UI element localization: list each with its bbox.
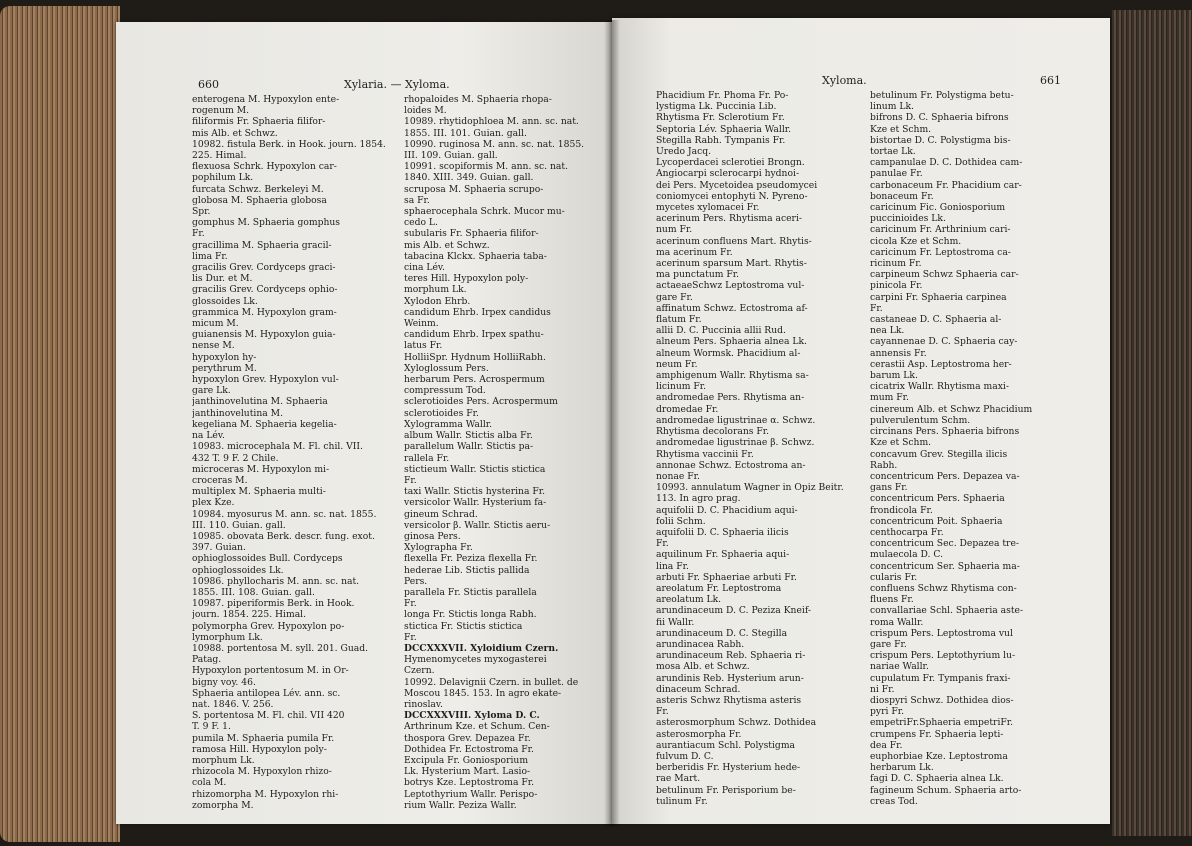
text-line: arundinacea Rabh. (656, 638, 745, 650)
text-line: mis Alb. et Schwz. (404, 239, 490, 251)
page-number-right: 661 (1040, 74, 1061, 87)
text-line: linum Lk. (870, 101, 914, 113)
text-line: zomorpha M. (192, 799, 254, 811)
text-line: dea Fr. (870, 739, 903, 751)
text-line: pulverulentum Schm. (870, 414, 971, 426)
text-line: Xylogramma Wallr. (404, 418, 493, 430)
text-line: 10993. annulatum Wagner in Opiz Beitr. (656, 482, 844, 494)
text-line: cerastii Asp. Leptostroma her- (870, 358, 1012, 370)
text-line: berberidis Fr. Hysterium hede- (656, 762, 801, 774)
text-line: Uredo Jacq. (656, 146, 712, 158)
text-line: Weinm. (404, 318, 439, 330)
text-line: 10990. ruginosa M. ann. sc. nat. 1855. (404, 138, 585, 150)
text-line: caricinum Fr. Arthrinium cari- (870, 224, 1011, 236)
text-line: glossoides Lk. (192, 295, 258, 307)
text-line: coniomycei entophyti N. Pyreno- (656, 190, 808, 202)
text-line: Excipula Fr. Goniosporium (404, 754, 529, 766)
text-line: compressum Tod. (404, 385, 486, 397)
text-line: grammica M. Hypoxylon gram- (192, 306, 337, 318)
text-line: gineum Schrad. (404, 508, 478, 520)
text-line: ramosa Hill. Hypoxylon poly- (192, 743, 327, 755)
text-line: morphum Lk. (192, 754, 255, 766)
text-line: lina Fr. (656, 560, 689, 572)
text-line: S. portentosa M. Fl. chil. VII 420 (192, 710, 345, 722)
text-line: flexuosa Schrk. Hypoxylon car- (192, 161, 337, 173)
text-line: album Wallr. Stictis alba Fr. (404, 430, 533, 442)
text-line: cicatrix Wallr. Rhytisma maxi- (870, 381, 1009, 393)
text-line: DCCXXXVII. Xyloidium Czern. (404, 642, 559, 654)
text-line: dinaceum Schrad. (656, 683, 741, 695)
text-line: Leptothyrium Wallr. Perispo- (404, 788, 538, 800)
text-line: ma acerinum Fr. (656, 246, 733, 258)
text-line: carpineum Schwz Sphaeria car- (870, 269, 1019, 281)
text-line: centhocarpa Fr. (870, 526, 944, 538)
text-line: arbuti Fr. Sphaeriae arbuti Fr. (656, 571, 797, 583)
text-line: roma Wallr. (870, 616, 924, 628)
text-line: rhizomorpha M. Hypoxylon rhi- (192, 788, 339, 800)
text-line: Kze et Schm. (870, 437, 932, 449)
text-line: micum M. (192, 318, 239, 330)
text-line: Angiocarpi sclerocarpi hydnoi- (656, 168, 800, 180)
text-line: Fr. (192, 228, 205, 240)
text-line: arundinis Reb. Hysterium arun- (656, 672, 804, 684)
text-line: T. 9 F. 1. (192, 721, 231, 733)
text-line: mum Fr. (870, 392, 909, 404)
text-line: campanulae D. C. Dothidea cam- (870, 157, 1023, 169)
text-line: alneum Wormsk. Phacidium al- (656, 347, 801, 359)
text-line: plex Kze. (192, 497, 235, 509)
text-line: cicola Kze et Schm. (870, 235, 962, 247)
text-line: 10985. obovata Berk. descr. fung. exot. (192, 530, 375, 542)
text-line: concentricum Pers. Sphaeria (870, 493, 1005, 505)
text-line: creas Tod. (870, 795, 918, 807)
text-line: gans Fr. (870, 482, 908, 494)
text-line: cinereum Alb. et Schwz Phacidium (870, 403, 1033, 415)
text-line: 10991. scopiformis M. ann. sc. nat. (404, 161, 568, 173)
text-line: Xylographa Fr. (404, 542, 473, 554)
text-line: ophioglossoides Lk. (192, 564, 284, 576)
text-line: annonae Schwz. Ectostroma an- (656, 459, 806, 471)
text-line: amphigenum Wallr. Rhytisma sa- (656, 370, 809, 382)
text-line: rogenum M. (192, 105, 250, 117)
text-line: aurantiacum Schl. Polystigma (656, 739, 796, 751)
text-line: 10984. myosurus M. ann. sc. nat. 1855. (192, 508, 377, 520)
text-line: 10988. portentosa M. syll. 201. Guad. (192, 642, 369, 654)
text-line: 10987. piperiformis Berk. in Hook. (192, 598, 355, 610)
text-line: 113. In agro prag. (656, 493, 741, 505)
text-line: Phacidium Fr. Phoma Fr. Po- (656, 90, 789, 101)
text-line: furcata Schwz. Berkeleyi M. (192, 183, 324, 195)
text-line: rhopaloides M. Sphaeria rhopa- (404, 94, 552, 105)
text-line: polymorpha Grev. Hypoxylon po- (192, 620, 345, 632)
text-line: 1855. III. 101. Guian. gall. (404, 127, 527, 139)
text-line: Rabh. (870, 459, 898, 471)
text-line: Hypoxylon portentosum M. in Or- (192, 665, 349, 677)
text-line: versicolor Wallr. Hysterium fa- (404, 497, 547, 509)
text-line: HolliiSpr. Hydnum HolliiRabh. (404, 351, 546, 363)
text-line: caricinum Fr. Leptostroma ca- (870, 246, 1011, 258)
text-line: betulinum Fr. Perisporium be- (656, 784, 796, 796)
text-line: pyri Fr. (870, 706, 904, 718)
text-line: ophioglossoides Bull. Cordyceps (192, 553, 343, 565)
text-line: DCCXXXVIII. Xyloma D. C. (404, 710, 540, 722)
text-line: gare Fr. (870, 638, 907, 650)
text-line: longa Fr. Stictis longa Rabh. (404, 609, 537, 621)
text-line: 397. Guian. (192, 542, 246, 554)
text-line: flatum Fr. (656, 314, 702, 326)
text-line: mis Alb. et Schwz. (192, 127, 278, 139)
text-line: fagi D. C. Sphaeria alnea Lk. (870, 773, 1004, 785)
text-line: gracilis Grev. Cordyceps graci- (192, 262, 336, 274)
running-head-left: Xylaria. — Xyloma. (344, 78, 450, 91)
text-line: mulaecola D. C. (870, 549, 943, 561)
text-line: 10989. rhytidophloea M. ann. sc. nat. (404, 116, 579, 128)
text-line: janthinovelutina M. Sphaeria (192, 396, 328, 408)
text-line: III. 109. Guian. gall. (404, 150, 498, 162)
text-line: dromedae Fr. (656, 403, 719, 415)
text-line: 10982. fistula Berk. in Hook. journ. 1854. (192, 138, 386, 150)
text-line: areolatum Fr. Leptostroma (656, 582, 782, 594)
text-line: neum Fr. (656, 358, 698, 370)
text-line: sclerotioides Pers. Acrospermum (404, 396, 558, 408)
text-line: nea Lk. (870, 325, 905, 337)
text-line: aquilinum Fr. Sphaeria aqui- (656, 549, 790, 561)
text-line: botrys Kze. Leptostroma Fr. (404, 777, 535, 789)
text-line: caricinum Fic. Goniosporium (870, 202, 1006, 214)
text-line: Xylodon Ehrb. (404, 295, 471, 307)
text-line: microceras M. Hypoxylon mi- (192, 463, 330, 475)
right-column-1 (656, 90, 856, 807)
text-line: aquifolii D. C. Sphaeria ilicis (656, 526, 789, 538)
text-line: 10986. phyllocharis M. ann. sc. nat. (192, 575, 360, 587)
text-line: herbarum Lk. (870, 762, 934, 774)
text-line: cularis Fr. (870, 571, 918, 583)
text-line: Pers. (404, 575, 428, 587)
left-column-2 (404, 94, 604, 811)
text-line: empetriFr.Sphaeria empetriFr. (870, 717, 1014, 729)
text-line: crispum Pers. Leptothyrium lu- (870, 650, 1016, 662)
text-line: hypoxylon Grev. Hypoxylon vul- (192, 374, 339, 386)
text-line: Fr. (870, 302, 883, 314)
text-line: tulinum Fr. (656, 795, 708, 807)
text-line: concentricum Ser. Sphaeria ma- (870, 560, 1020, 572)
text-line: frondicola Fr. (870, 504, 933, 516)
text-line: carpini Fr. Sphaeria carpinea (870, 291, 1007, 303)
text-line: actaeaeSchwz Leptostroma vul- (656, 280, 805, 292)
text-line: Czern. (404, 665, 435, 677)
text-line: fluens Fr. (870, 594, 914, 606)
text-line: 1840. XIII. 349. Guian. gall. (404, 172, 534, 184)
text-line: mycetes xylomacei Fr. (656, 202, 760, 214)
text-line: gracilis Grev. Cordyceps ophio- (192, 284, 338, 296)
text-line: perythrum M. (192, 362, 257, 374)
text-line: nonae Fr. (656, 470, 700, 482)
text-line: arundinaceum D. C. Stegilla (656, 627, 788, 639)
text-line: pophilum Lk. (192, 172, 254, 184)
text-line: stictieum Wallr. Stictis stictica (404, 463, 546, 475)
text-line: confluens Schwz Rhytisma con- (870, 582, 1017, 594)
text-line: multiplex M. Sphaeria multi- (192, 486, 326, 498)
text-line: enterogena M. Hypoxylon ente- (192, 94, 340, 105)
text-line: arundinaceum D. C. Peziza Kneif- (656, 605, 812, 617)
text-line: teres Hill. Hypoxylon poly- (404, 273, 529, 285)
book-edge-right (1112, 10, 1192, 836)
text-line: Fr. (404, 631, 417, 643)
text-line: tabacina Klckx. Sphaeria taba- (404, 250, 547, 262)
text-line: Kze et Schm. (870, 123, 932, 135)
text-line: panulae Fr. (870, 168, 923, 180)
left-page (116, 22, 612, 824)
text-line: sphaerocephala Schrk. Mucor mu- (404, 206, 565, 218)
text-line: scruposa M. Sphaeria scrupo- (404, 183, 544, 195)
text-line: 10992. Delavignii Czern. in bullet. de (404, 676, 579, 688)
text-line: ginosa Pers. (404, 530, 461, 542)
text-line: acerinum Pers. Rhytisma aceri- (656, 213, 802, 225)
text-line: Septoria Lév. Sphaeria Wallr. (656, 123, 792, 135)
text-line: diospyri Schwz. Dothidea dios- (870, 694, 1014, 706)
book-edge-left (0, 6, 120, 842)
text-line: 432 T. 9 F. 2 Chile. (192, 452, 279, 464)
text-line: mosa Alb. et Schwz. (656, 661, 750, 673)
text-line: lymorphum Lk. (192, 631, 263, 643)
text-line: parallela Fr. Stictis parallela (404, 586, 537, 598)
text-line: Moscou 1845. 153. In agro ekate- (404, 687, 562, 699)
text-line: sclerotioides Fr. (404, 407, 479, 419)
text-line: asterosmorpha Fr. (656, 728, 742, 740)
text-line: Fr. (404, 598, 417, 610)
text-line: morphum Lk. (404, 284, 467, 296)
text-line: puccinioides Lk. (870, 213, 946, 225)
text-line: hypoxylon hy- (192, 351, 257, 363)
text-line: rhizocola M. Hypoxylon rhizo- (192, 766, 332, 778)
text-line: gare Fr. (656, 291, 693, 303)
text-line: bistortae D. C. Polystigma bis- (870, 134, 1011, 146)
text-line: gare Lk. (192, 385, 231, 397)
text-line: Lk. Hysterium Mart. Lasio- (404, 766, 531, 778)
text-line: lis Dur. et M. (192, 273, 253, 285)
text-line: rae Mart. (656, 773, 701, 785)
text-line: concentricum Sec. Depazea tre- (870, 538, 1019, 550)
text-line: bigny voy. 46. (192, 676, 256, 688)
text-line: 1855. III. 108. Guian. gall. (192, 586, 315, 598)
text-line: acerinum sparsum Mart. Rhytis- (656, 258, 807, 270)
text-line: latus Fr. (404, 340, 443, 352)
text-line: cina Lév. (404, 262, 445, 274)
text-line: folii Schm. (656, 515, 706, 527)
text-line: croceras M. (192, 474, 248, 486)
text-line: subularis Fr. Sphaeria filifor- (404, 228, 539, 240)
right-page (612, 18, 1110, 824)
text-line: cedo L. (404, 217, 438, 229)
text-line: kegeliana M. Sphaeria kegelia- (192, 418, 337, 430)
text-line: 10983. microcephala M. Fl. chil. VII. (192, 441, 363, 453)
text-line: aquifolii D. C. Phacidium aqui- (656, 504, 798, 516)
text-line: sa Fr. (404, 194, 430, 206)
text-line: bonaceum Fr. (870, 190, 934, 202)
text-line: herbarum Pers. Acrospermum (404, 374, 545, 386)
text-line: ni Fr. (870, 683, 895, 695)
text-line: barum Lk. (870, 370, 918, 382)
text-line: globosa M. Sphaeria globosa (192, 194, 327, 206)
text-line: pumila M. Sphaeria pumila Fr. (192, 732, 335, 744)
text-line: pinicola Fr. (870, 280, 923, 292)
text-line: Hymenomycetes myxogasterei (404, 654, 547, 666)
text-line: fii Wallr. (656, 616, 695, 628)
text-line: ricinum Fr. (870, 258, 922, 270)
text-line: Arthrinum Kze. et Schum. Cen- (404, 721, 550, 733)
text-line: concavum Grev. Stegilla ilicis (870, 448, 1008, 460)
text-line: Xyloglossum Pers. (404, 362, 489, 374)
text-line: castaneae D. C. Sphaeria al- (870, 314, 1002, 326)
text-line: fulvum D. C. (656, 750, 714, 762)
text-line: annensis Fr. (870, 347, 927, 359)
text-line: stictica Fr. Stictis stictica (404, 620, 523, 632)
book-gutter (604, 20, 620, 826)
text-line: licinum Fr. (656, 381, 707, 393)
text-line: flexella Fr. Peziza flexella Fr. (404, 553, 538, 565)
left-column-1 (192, 94, 392, 811)
text-line: crumpens Fr. Sphaeria lepti- (870, 728, 1004, 740)
text-line: Spr. (192, 206, 211, 218)
text-line: concentricum Poit. Sphaeria (870, 515, 1003, 527)
text-line: nat. 1846. V. 256. (192, 698, 274, 710)
running-head-right: Xyloma. (822, 74, 867, 87)
text-line: thospora Grev. Depazea Fr. (404, 732, 531, 744)
text-line: Fr. (404, 474, 417, 486)
text-line: lima Fr. (192, 250, 228, 262)
text-line: 225. Himal. (192, 150, 247, 162)
text-line: nariae Wallr. (870, 661, 929, 673)
text-line: guianensis M. Hypoxylon guia- (192, 329, 336, 341)
page-number-left: 660 (198, 78, 219, 91)
text-line: andromedae ligustrinae β. Schwz. (656, 437, 815, 449)
text-line: Rhytisma Fr. Sclerotium Fr. (656, 112, 785, 124)
text-line: versicolor β. Wallr. Stictis aeru- (404, 519, 551, 531)
text-line: alneum Pers. Sphaeria alnea Lk. (656, 336, 807, 348)
text-line: hederae Lib. Stictis pallida (404, 564, 530, 576)
text-line: na Lév. (192, 430, 225, 442)
text-line: nense M. (192, 340, 235, 352)
text-line: acerinum confluens Mart. Rhytis- (656, 235, 812, 247)
text-line: Lycoperdacei sclerotiei Brongn. (656, 157, 805, 169)
text-line: janthinovelutina M. (192, 407, 283, 419)
text-line: filiformis Fr. Sphaeria filifor- (192, 116, 326, 128)
text-line: cupulatum Fr. Tympanis fraxi- (870, 672, 1011, 684)
text-line: cola M. (192, 777, 227, 789)
text-line: areolatum Lk. (656, 594, 722, 606)
text-line: andromedae Pers. Rhytisma an- (656, 392, 805, 404)
text-line: tortae Lk. (870, 146, 916, 158)
text-line: arundinaceum Reb. Sphaeria ri- (656, 650, 806, 662)
text-line: Fr. (656, 538, 669, 550)
text-line: concentricum Pers. Depazea va- (870, 470, 1020, 482)
text-line: asteris Schwz Rhytisma asteris (656, 694, 802, 706)
text-line: fagineum Schum. Sphaeria arto- (870, 784, 1022, 796)
text-line: candidum Ehrb. Irpex spathu- (404, 329, 544, 341)
text-line: rallela Fr. (404, 452, 450, 464)
text-line: affinatum Schwz. Ectostroma af- (656, 302, 808, 314)
text-line: euphorbiae Kze. Leptostroma (870, 750, 1008, 762)
text-line: candidum Ehrb. Irpex candidus (404, 306, 551, 318)
text-line: betulinum Fr. Polystigma betu- (870, 90, 1014, 101)
text-line: Fr. (656, 706, 669, 718)
text-line: lystigma Lk. Puccinia Lib. (656, 101, 777, 113)
right-column-2 (870, 90, 1070, 807)
text-line: Sphaeria antilopea Lév. ann. sc. (192, 687, 341, 699)
text-line: taxi Wallr. Stictis hysterina Fr. (404, 486, 546, 498)
text-line: crispum Pers. Leptostroma vul (870, 627, 1013, 639)
text-line: gomphus M. Sphaeria gomphus (192, 217, 341, 229)
text-line: rinoslav. (404, 698, 443, 710)
text-line: bifrons D. C. Sphaeria bifrons (870, 112, 1009, 124)
text-line: circinans Pers. Sphaeria bifrons (870, 426, 1020, 438)
text-line: Rhytisma decolorans Fr. (656, 426, 770, 438)
text-line: convallariae Schl. Sphaeria aste- (870, 605, 1024, 617)
text-line: journ. 1854. 225. Himal. (192, 609, 307, 621)
text-line: Dothidea Fr. Ectostroma Fr. (404, 743, 534, 755)
text-line: num Fr. (656, 224, 693, 236)
text-line: allii D. C. Puccinia allii Rud. (656, 325, 786, 337)
text-line: cayannenae D. C. Sphaeria cay- (870, 336, 1018, 348)
text-line: andromedae ligustrinae α. Schwz. (656, 414, 816, 426)
text-line: rium Wallr. Peziza Wallr. (404, 799, 517, 811)
text-line: carbonaceum Fr. Phacidium car- (870, 179, 1022, 191)
text-line: asterosmorphum Schwz. Dothidea (656, 717, 817, 729)
text-line: Stegilla Rabh. Tympanis Fr. (656, 134, 786, 146)
text-line: dei Pers. Mycetoidea pseudomycei (656, 179, 818, 191)
text-line: ma punctatum Fr. (656, 269, 740, 281)
text-line: loides M. (404, 105, 447, 117)
text-line: Rhytisma vaccinii Fr. (656, 448, 754, 460)
text-line: parallelum Wallr. Stictis pa- (404, 441, 534, 453)
text-line: Patag. (192, 654, 222, 666)
text-line: gracillima M. Sphaeria gracil- (192, 239, 332, 251)
text-line: III. 110. Guian. gall. (192, 519, 286, 531)
